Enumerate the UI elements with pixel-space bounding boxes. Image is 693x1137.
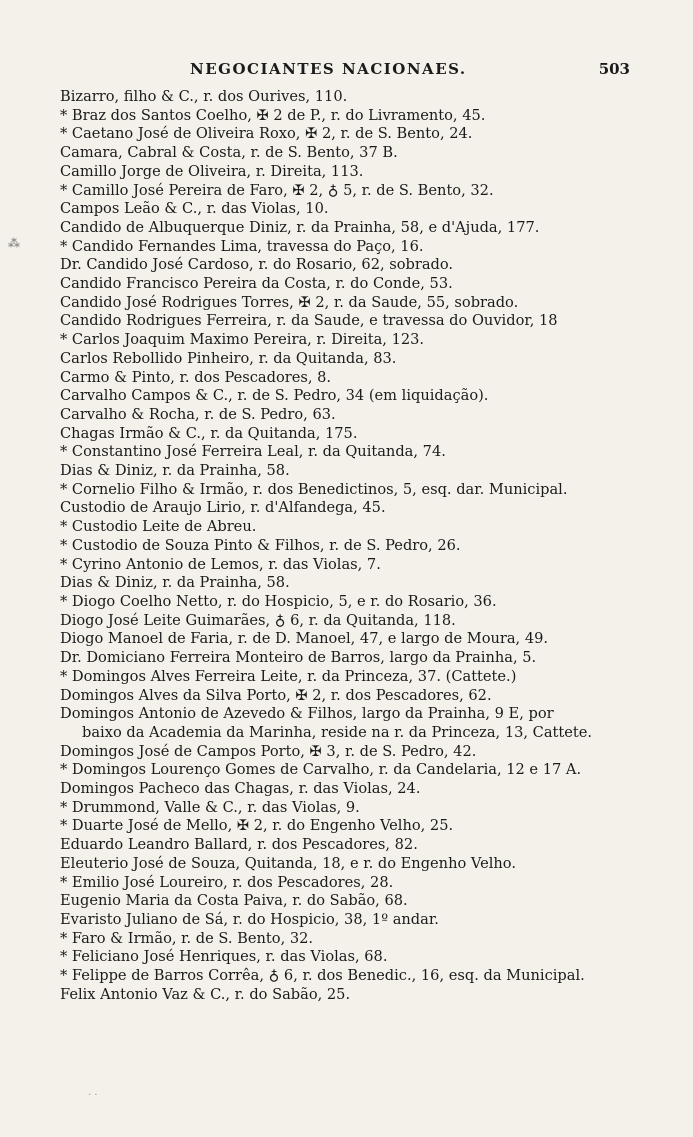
directory-entry: * Faro & Irmão, r. de S. Bento, 32. (60, 929, 314, 947)
directory-entry: * Candido Fernandes Lima, travessa do Paço, 16. (60, 237, 424, 255)
directory-entry: Custodio de Araujo Lirio, r. d'Alfandega, 45. (60, 499, 386, 517)
margin-mark: ⁂ (8, 236, 20, 250)
directory-entry: * Domingos Alves Ferreira Leite, r. da Princeza, 37. (Cattete.) (60, 667, 517, 685)
directory-listing (60, 88, 636, 1004)
directory-entry: Candido de Albuquerque Diniz, r. da Prainha, 58, e d'Ajuda, 177. (60, 218, 540, 236)
page-title: NEGOCIANTES NACIONAES. (190, 60, 467, 78)
directory-entry: * Custodio Leite de Abreu. (60, 518, 257, 536)
directory-entry: Diogo Manoel de Faria, r. de D. Manoel, 47, e largo de Moura, 49. (60, 630, 549, 648)
directory-entry: * Caetano José de Oliveira Roxo, ✠ 2, r. de S. Bento, 24. (60, 125, 473, 143)
paper-speck: · · (88, 1090, 98, 1101)
directory-entry: Dias & Diniz, r. da Prainha, 58. (60, 574, 290, 592)
directory-entry: * Constantino José Ferreira Leal, r. da Quitanda, 74. (60, 443, 446, 461)
directory-entry: Eduardo Leandro Ballard, r. dos Pescadores, 82. (60, 836, 418, 854)
directory-entry: * Cyrino Antonio de Lemos, r. das Violas, 7. (60, 555, 381, 573)
directory-entry: * Feliciano José Henriques, r. das Violas, 68. (60, 948, 388, 966)
directory-entry: * Cornelio Filho & Irmão, r. dos Benedictinos, 5, esq. dar. Municipal. (60, 480, 568, 498)
directory-entry: Carlos Rebollido Pinheiro, r. da Quitanda, 83. (60, 349, 397, 367)
directory-entry: Domingos Pacheco das Chagas, r. das Violas, 24. (60, 780, 421, 798)
directory-entry: Carmo & Pinto, r. dos Pescadores, 8. (60, 368, 332, 386)
directory-entry-continuation: baixo da Academia da Marinha, reside na r. da Princeza, 13, Cattete. (82, 723, 593, 741)
directory-entry: Eleuterio José de Souza, Quitanda, 18, e r. do Engenho Velho. (60, 854, 516, 872)
directory-entry: Bizarro, filho & C., r. dos Ourives, 110. (60, 88, 348, 105)
directory-entry: Domingos Antonio de Azevedo & Filhos, largo da Prainha, 9 E, por (60, 705, 554, 723)
directory-entry: Carvalho & Rocha, r. de S. Pedro, 63. (60, 405, 336, 423)
directory-entry: Dias & Diniz, r. da Prainha, 58. (60, 462, 290, 480)
directory-entry: * Camillo José Pereira de Faro, ✠ 2, ♁ 5, r. de S. Bento, 32. (60, 181, 494, 199)
directory-entry: * Custodio de Souza Pinto & Filhos, r. de S. Pedro, 26. (60, 536, 461, 554)
directory-entry: * Duarte José de Mello, ✠ 2, r. do Engenho Velho, 25. (60, 817, 454, 835)
directory-entry: Chagas Irmão & C., r. da Quitanda, 175. (60, 424, 358, 442)
directory-entry: Domingos Alves da Silva Porto, ✠ 2, r. dos Pescadores, 62. (60, 686, 492, 704)
directory-entry: Diogo José Leite Guimarães, ♁ 6, r. da Quitanda, 118. (60, 611, 456, 629)
directory-entry: Camara, Cabral & Costa, r. de S. Bento, 37 B. (60, 144, 398, 162)
directory-entry: Campos Leão & C., r. das Violas, 10. (60, 200, 329, 218)
directory-entry: * Emilio José Loureiro, r. dos Pescadores, 28. (60, 873, 394, 891)
directory-entry: * Carlos Joaquim Maximo Pereira, r. Direita, 123. (60, 331, 425, 349)
directory-entry: * Braz dos Santos Coelho, ✠ 2 de P., r. do Livramento, 45. (60, 106, 486, 124)
directory-entry: Candido José Rodrigues Torres, ✠ 2, r. da Saude, 55, sobrado. (60, 293, 519, 311)
directory-entry: * Diogo Coelho Netto, r. do Hospicio, 5, e r. do Rosario, 36. (60, 592, 497, 610)
directory-entry: Domingos José de Campos Porto, ✠ 3, r. de S. Pedro, 42. (60, 742, 477, 760)
directory-entry: Evaristo Juliano de Sá, r. do Hospicio, 38, 1º andar. (60, 910, 439, 928)
directory-entry: Candido Rodrigues Ferreira, r. da Saude, e travessa do Ouvidor, 18 (60, 312, 558, 330)
directory-entry: * Domingos Lourenço Gomes de Carvalho, r. da Candelaria, 12 e 17 A. (60, 761, 582, 779)
page-header (60, 58, 630, 84)
directory-entry: Camillo Jorge de Oliveira, r. Direita, 113. (60, 162, 364, 180)
page-number: 503 (598, 60, 630, 78)
directory-entry: * Drummond, Valle & C., r. das Violas, 9. (60, 798, 360, 816)
directory-entry: Felix Antonio Vaz & C., r. do Sabão, 25. (60, 985, 351, 1003)
directory-entry: Dr. Candido José Cardoso, r. do Rosario, 62, sobrado. (60, 256, 454, 274)
directory-entry: Candido Francisco Pereira da Costa, r. do Conde, 53. (60, 275, 453, 293)
directory-entry: Eugenio Maria da Costa Paiva, r. do Sabão, 68. (60, 892, 408, 910)
directory-entry: * Felippe de Barros Corrêa, ♁ 6, r. dos Benedic., 16, esq. da Municipal. (60, 967, 585, 985)
directory-entry: Dr. Domiciano Ferreira Monteiro de Barros, largo da Prainha, 5. (60, 649, 537, 667)
directory-entry: Carvalho Campos & C., r. de S. Pedro, 34 (em liquidação). (60, 387, 489, 405)
